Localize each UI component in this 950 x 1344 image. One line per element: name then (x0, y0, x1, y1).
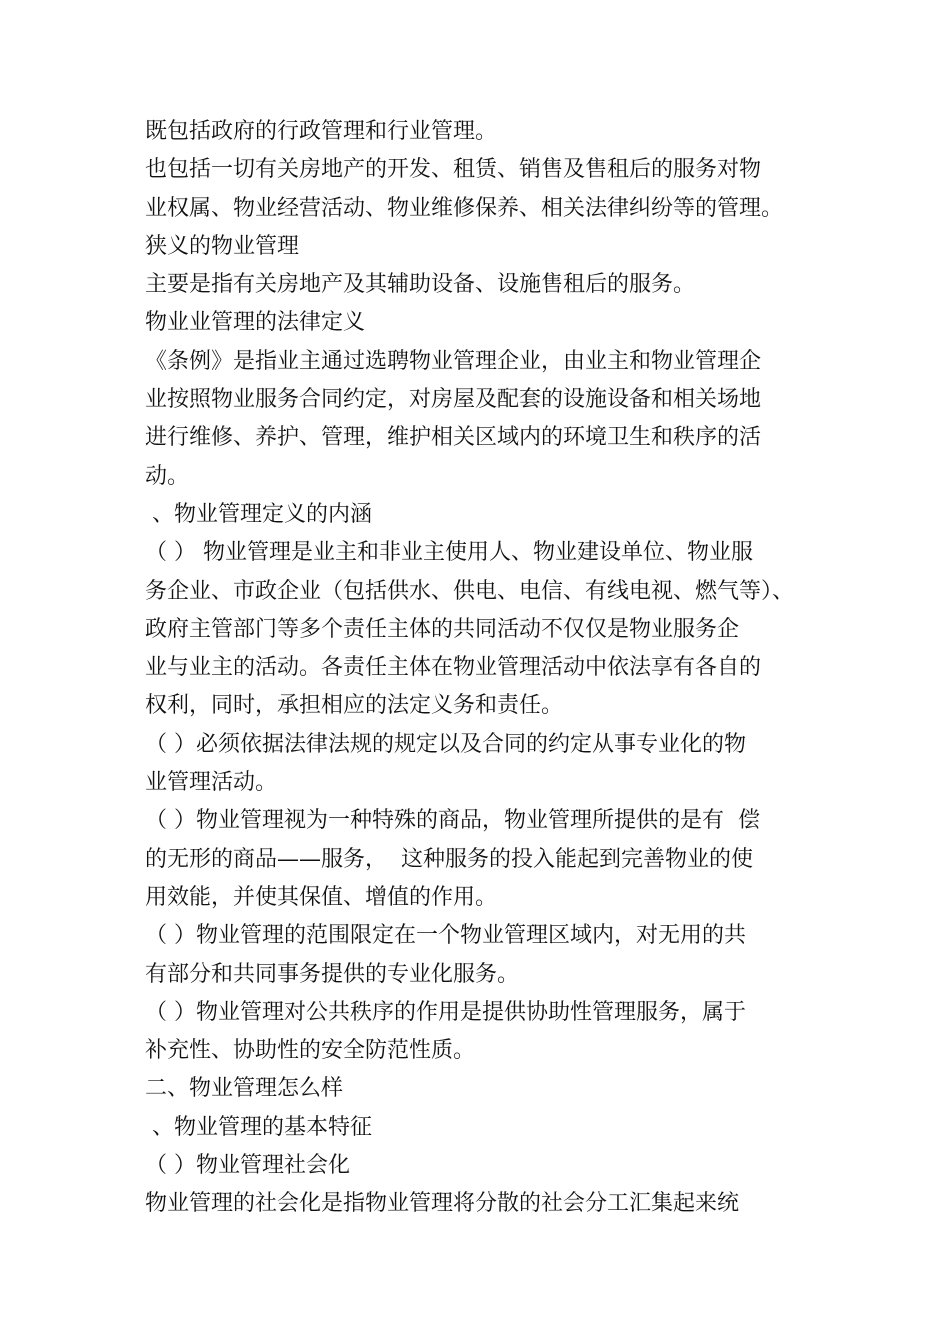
text-line: （ ）物业管理的范围限定在一个物业管理区域内，对无用的共 (145, 923, 746, 949)
text-line: 进行维修、养护、管理，维护相关区域内的环境卫生和秩序的活 (145, 425, 762, 451)
text-line: 权利，同时，承担相应的法定义务和责任。 (145, 693, 564, 719)
text-line: 既包括政府的行政管理和行业管理。 (145, 119, 498, 144)
text-line: 业按照物业服务合同约定，对房屋及配套的设施设备和相关场地 (145, 387, 762, 413)
section-heading: 二、物业管理怎么样 (145, 1076, 344, 1102)
section-heading: 狭义的物业管理 (145, 233, 300, 259)
text-line: （ ） 物业管理是业主和非业主使用人、物业建设单位、物业服 (145, 540, 753, 566)
text-line: 业与业主的活动。各责任主体在物业管理活动中依法享有各自的 (145, 655, 762, 681)
text-line: 业管理活动。 (145, 770, 278, 796)
document-body (145, 113, 810, 1224)
section-heading: 物业业管理的法律定义 (145, 310, 366, 336)
text-line: 补充性、协助性的安全防范性质。 (145, 1038, 476, 1064)
text-line: （ ）物业管理视为一种特殊的商品，物业管理所提供的是有 偿 (145, 808, 760, 834)
text-line: （ ）物业管理社会化 (145, 1153, 350, 1179)
text-line: （ ）必须依据法律法规的规定以及合同的约定从事专业化的物 (145, 731, 746, 757)
text-line: 有部分和共同事务提供的专业化服务。 (145, 961, 520, 987)
text-line: （ ）物业管理对公共秩序的作用是提供协助性管理服务，属于 (145, 999, 746, 1025)
text-line: 业权属、物业经营活动、物业维修保养、相关法律纠纷等的管理。 (145, 195, 784, 221)
text-line: 《条例》是指业主通过选聘物业管理企业，由业主和物业管理企 (145, 348, 762, 374)
section-heading: 、物业管理的基本特征 (145, 1114, 372, 1140)
text-line: 务企业、市政企业（包括供水、供电、电信、有线电视、燃气等）、 (145, 578, 795, 604)
section-heading: 、物业管理定义的内涵 (145, 501, 372, 527)
text-line: 也包括一切有关房地产的开发、租赁、销售及售租后的服务对物 (145, 157, 762, 183)
text-line: 的无形的商品——服务， 这种服务的投入能起到完善物业的使 (145, 846, 753, 872)
text-line: 动。 (145, 463, 190, 489)
text-line: 物业管理的社会化是指物业管理将分散的社会分工汇集起来统 (145, 1191, 740, 1217)
text-line: 主要是指有关房地产及其辅助设备、设施售租后的服务。 (145, 272, 696, 298)
text-line: 用效能，并使其保值、增值的作用。 (145, 884, 498, 910)
text-line: 政府主管部门等多个责任主体的共同活动不仅仅是物业服务企 (145, 616, 740, 642)
